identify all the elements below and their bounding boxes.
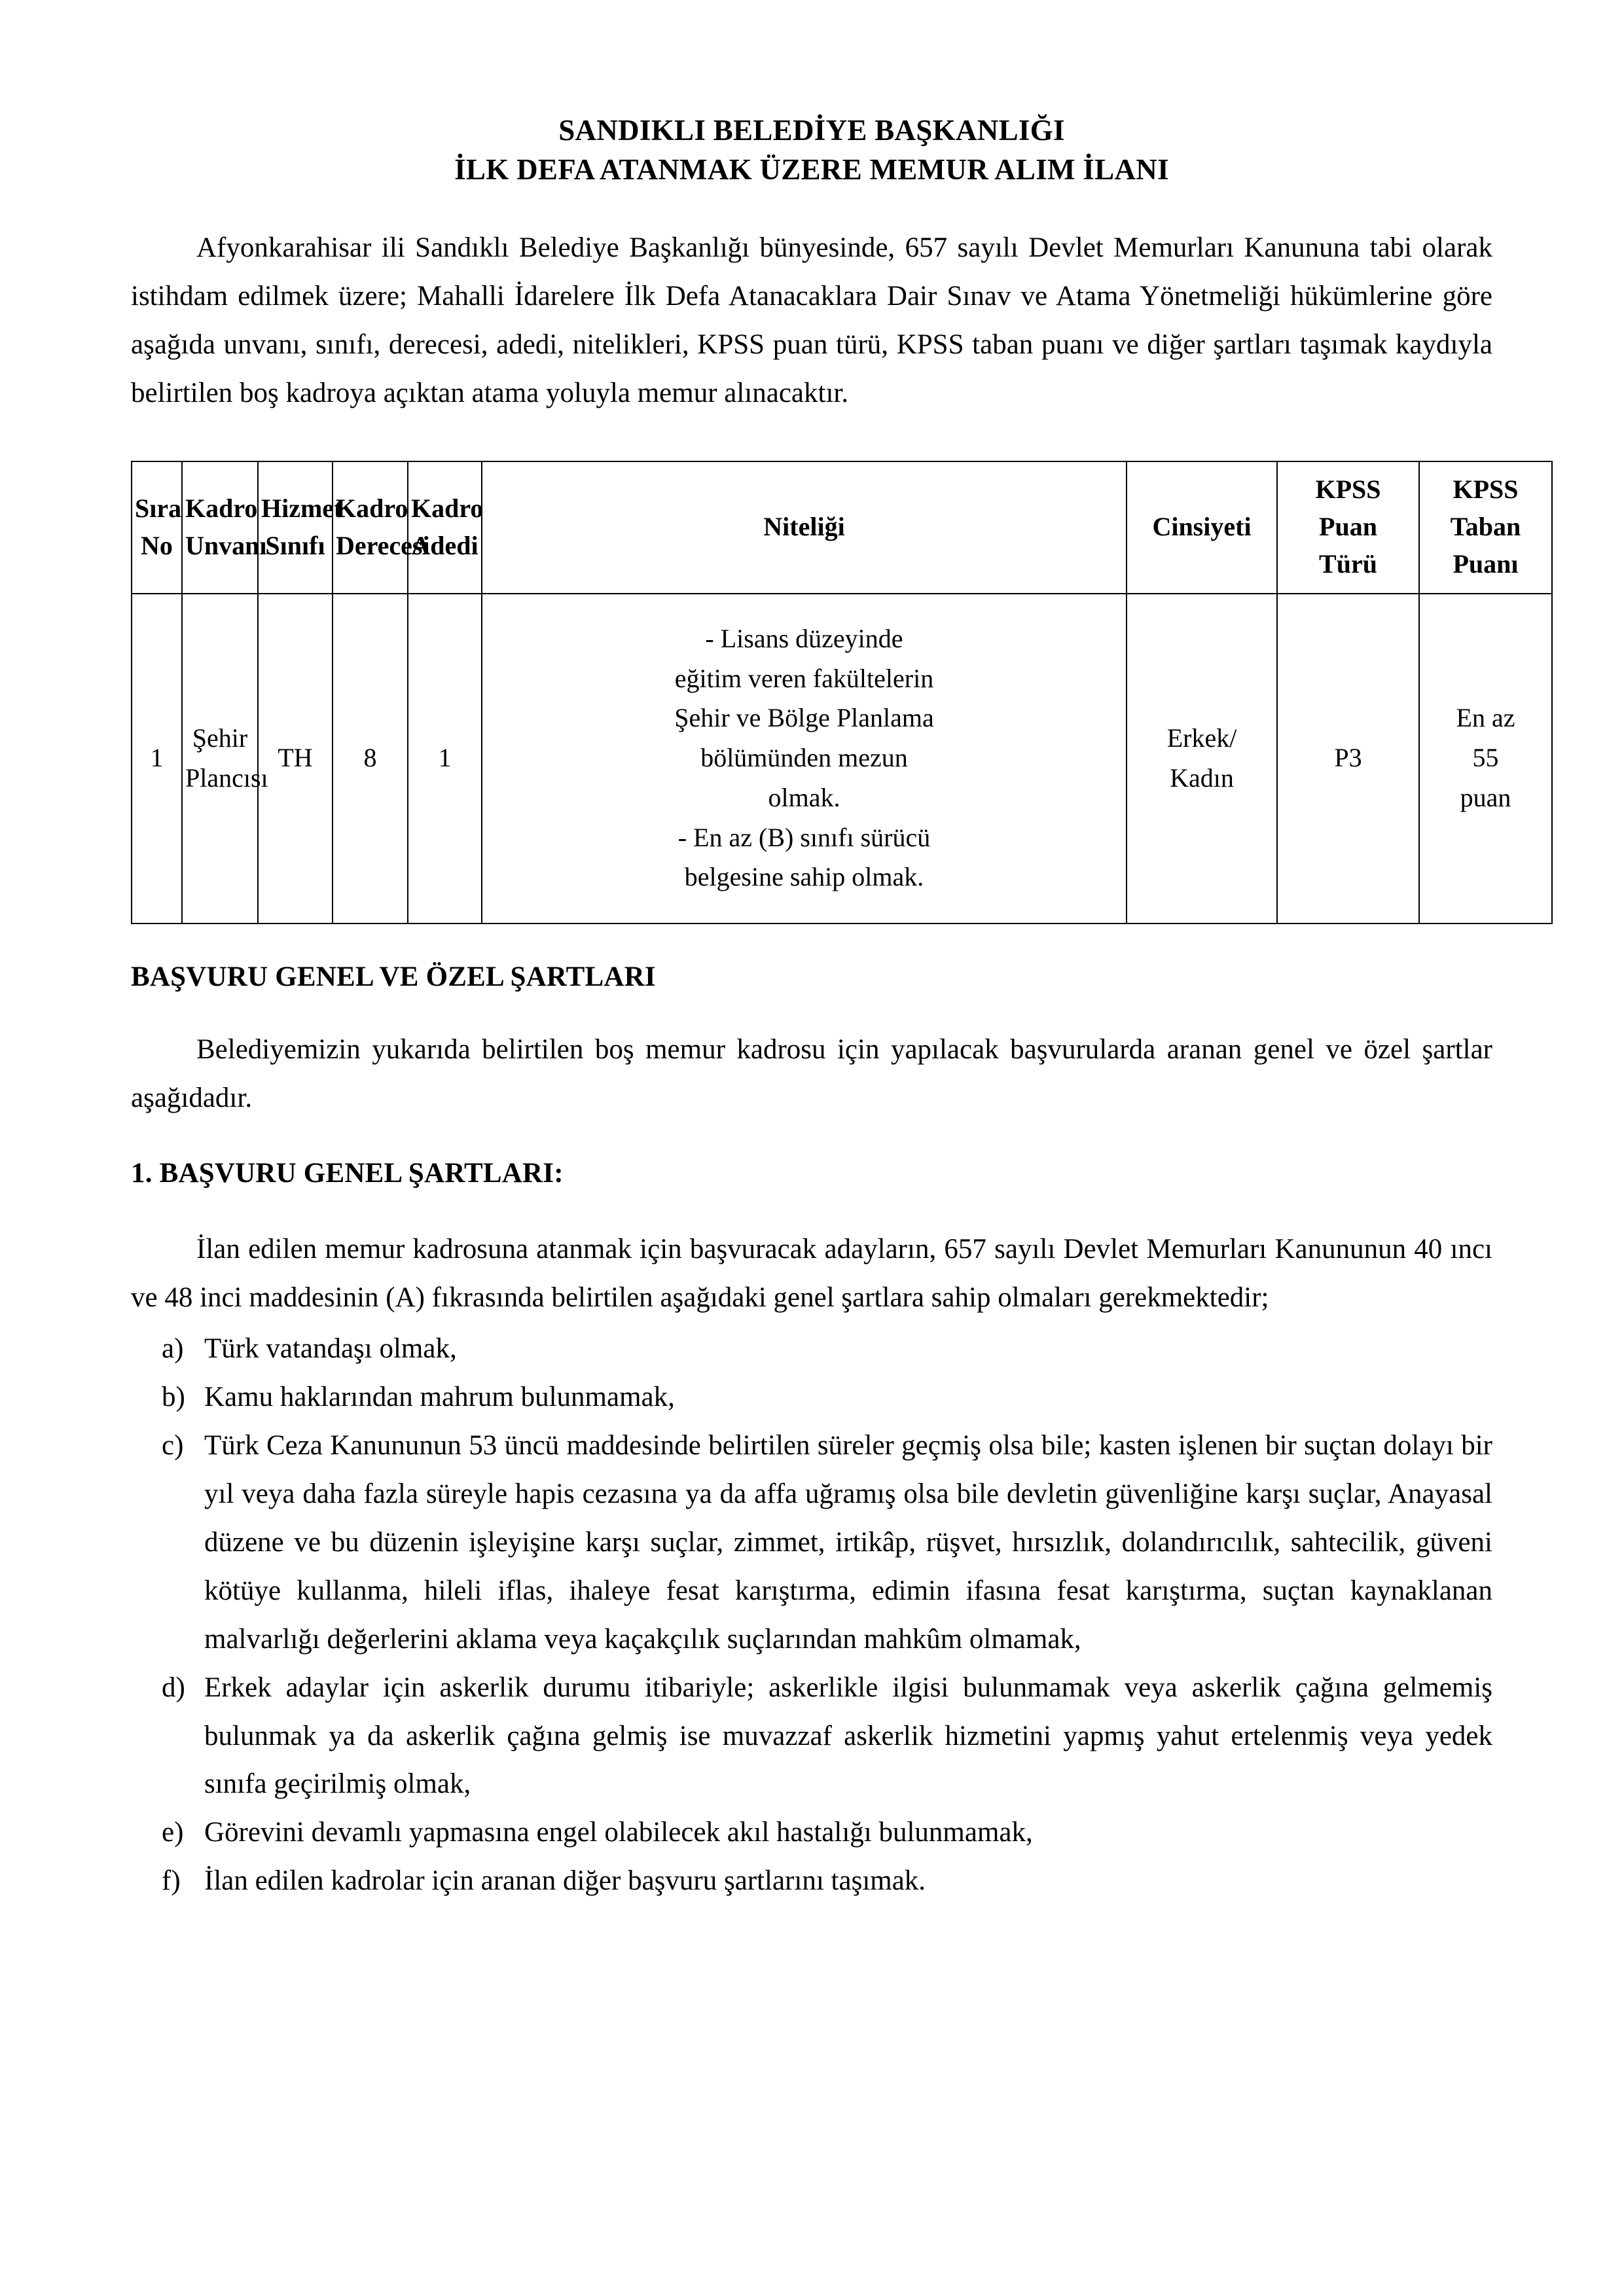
header-kadro-adedi-line-2: Adedi	[411, 530, 478, 560]
document-content	[131, 0, 1521, 1905]
header-hizmet-sinifi	[258, 461, 343, 594]
list-item	[131, 1373, 1492, 1422]
header-kadro-derecesi	[333, 461, 430, 594]
table-row	[132, 594, 1552, 924]
header-kpss-puan-turu-line-1: KPSS	[1315, 475, 1381, 505]
header-kpss-taban-puani-line-3: Puanı	[1453, 548, 1519, 579]
header-kadro-adedi	[408, 461, 482, 594]
document-title-line-1: SANDIKLI BELEDİYE BAŞKANLIĞI	[558, 114, 1065, 147]
niteligi-line: olmak.	[768, 782, 840, 812]
kadro-table	[131, 461, 1553, 924]
header-kadro-derecesi-line-1: Kadro	[336, 493, 408, 523]
header-hizmet-sinifi-line-1: Hizmet	[261, 493, 343, 523]
niteligi-line: belgesine sahip olmak.	[684, 862, 924, 892]
list-item-text: Görevini devamlı yapmasına engel olabilecek akıl hastalığı bulunmamak,	[204, 1817, 1033, 1848]
paragraph-genel-sartlar: İlan edilen memur kadrosuna atanmak için başvuracak adayların, 657 sayılı Devlet Memurları Kanununun 40 ıncı ve 48 inci maddesinin (A) fıkrasında belirtilen aşağıdaki genel şartlara sahip olmaları gerekmektedir;	[131, 1234, 1492, 1313]
cell-kpss-taban-puani-line-1: En az	[1456, 703, 1515, 733]
cell-cinsiyeti-line-2: Kadın	[1170, 762, 1234, 793]
cell-niteligi	[482, 594, 1127, 924]
list-item-text: Kamu haklarından mahrum bulunmamak,	[204, 1381, 675, 1412]
document-title-line-2: İLK DEFA ATANMAK ÜZERE MEMUR ALIM İLANI	[454, 152, 1169, 186]
header-hizmet-sinifi-line-2: Sınıfı	[265, 530, 325, 560]
header-kadro-derecesi-line-2: Derecesi	[336, 530, 430, 560]
niteligi-line: Şehir ve Bölge Planlama	[674, 703, 934, 733]
list-item-text: Türk vatandaşı olmak,	[204, 1333, 457, 1364]
header-sira-no-line-2: No	[141, 530, 173, 560]
list-item	[131, 1808, 1492, 1857]
list-item-marker: d)	[162, 1672, 185, 1703]
heading-basvuru-genel-ozel-sartlari: BAŞVURU GENEL VE ÖZEL ŞARTLARI	[131, 961, 656, 992]
list-item-text: Türk Ceza Kanununun 53 üncü maddesinde belirtilen süreler geçmiş olsa bile; kasten işlenen bir suçtan dolayı bir yıl veya daha fazla süreyle hapis cezasına ya da affa uğramış olsa bile devletin güvenliğine karşı suçlar, Anayasal düzene ve bu düzenin işleyişine karşı suçlar, zimmet, irtikâp, rüşvet, hırsızlık, dolandırıcılık, sahtecilik, güveni kötüye kullanma, hileli iflas, ihaleye fesat karıştırma, edimin ifasına fesat karıştırma, suçtan kaynaklanan malvarlığı değerlerini aklama veya kaçakçılık suçlarından mahkûm olmamak,	[204, 1429, 1492, 1655]
cell-hizmet-sinifi: TH	[258, 594, 333, 924]
kadro-table-body	[132, 594, 1552, 924]
cell-kpss-puan-turu: P3	[1277, 594, 1419, 924]
cell-cinsiyeti-line-1: Erkek/	[1166, 723, 1237, 753]
header-sira-no	[132, 461, 182, 594]
header-kadro-unvani-line-1: Kadro	[185, 493, 258, 523]
document-title	[131, 0, 1492, 190]
cell-kpss-taban-puani-line-3: puan	[1460, 782, 1511, 812]
list-item	[131, 1664, 1492, 1809]
list-item-marker: a)	[162, 1333, 184, 1364]
list-item-text: Erkek adaylar için askerlik durumu itibariyle; askerlikle ilgisi bulunmamak veya askerlik çağına gelmemiş bulunmak ya da askerlik çağına gelmiş ise muvazzaf askerlik hizmetini yapmış yahut ertelenmiş veya yedek sınıfa geçirilmiş olmak,	[204, 1672, 1492, 1800]
header-kadro-unvani	[182, 461, 267, 594]
list-item	[131, 1422, 1492, 1664]
list-item-text: İlan edilen kadrolar için aranan diğer başvuru şartlarını taşımak.	[204, 1865, 926, 1897]
niteligi-line: - En az (B) sınıfı sürücü	[677, 822, 931, 852]
list-item-marker: c)	[162, 1429, 184, 1461]
genel-sartlar-list-wrapper	[131, 1322, 1492, 1905]
cell-kadro-unvani	[182, 594, 268, 924]
cell-kadro-unvani-line-1: Şehir	[192, 723, 248, 753]
cell-kadro-adedi: 1	[408, 594, 482, 924]
cell-cinsiyeti	[1127, 594, 1277, 924]
table-header-row	[132, 461, 1552, 594]
cell-kpss-taban-puani-line-2: 55	[1472, 743, 1499, 773]
list-item	[131, 1857, 1492, 1905]
header-cinsiyeti: Cinsiyeti	[1127, 461, 1277, 594]
header-kpss-puan-turu	[1277, 461, 1419, 594]
niteligi-line: bölümünden mezun	[700, 743, 908, 773]
header-kadro-adedi-line-1: Kadro	[411, 493, 484, 523]
header-kpss-taban-puani-line-2: Taban	[1450, 512, 1521, 542]
header-kpss-puan-turu-line-3: Türü	[1319, 548, 1377, 579]
kadro-table-header	[132, 461, 1552, 594]
header-kpss-puan-turu-line-2: Puan	[1319, 512, 1377, 542]
header-kpss-taban-puani	[1419, 461, 1552, 594]
intro-paragraph: Afyonkarahisar ili Sandıklı Belediye Başkanlığı bünyesinde, 657 sayılı Devlet Memurları Kanununa tabi olarak istihdam edilmek üzere; Mahalli İdarelere İlk Defa Atanacaklara Dair Sınav ve Atama Yönetmeliği hükümlerine göre aşağıda unvanı, sınıfı, derecesi, adedi, nitelikleri, KPSS puan türü, KPSS taban puanı ve diğer şartları taşımak kaydıyla belirtilen boş kadroya açıktan atama yoluyla memur alınacaktır.	[131, 232, 1492, 408]
cell-kpss-taban-puani	[1419, 594, 1552, 924]
niteligi-line: eğitim veren fakültelerin	[674, 663, 934, 693]
list-item-marker: b)	[162, 1381, 185, 1412]
list-item-marker: f)	[162, 1865, 181, 1897]
header-niteligi: Niteliği	[482, 461, 1127, 594]
list-item	[131, 1325, 1492, 1373]
niteligi-line: - Lisans düzeyinde	[705, 623, 903, 653]
header-kpss-taban-puani-line-1: KPSS	[1453, 475, 1519, 505]
genel-sartlar-list	[131, 1325, 1492, 1905]
cell-sira-no: 1	[132, 594, 182, 924]
header-sira-no-line-1: Sıra	[135, 493, 182, 523]
list-item-marker: e)	[162, 1817, 184, 1848]
cell-kadro-derecesi: 8	[333, 594, 408, 924]
cell-kadro-unvani-line-2: Plancısı	[185, 762, 268, 793]
header-kadro-unvani-line-2: Unvanı	[185, 530, 267, 560]
heading-basvuru-genel-sartlari: 1. BAŞVURU GENEL ŞARTLARI:	[131, 1158, 564, 1189]
paragraph-basvuru: Belediyemizin yukarıda belirtilen boş memur kadrosu için yapılacak başvurularda aranan genel ve özel şartlar aşağıdadır.	[131, 1034, 1492, 1114]
